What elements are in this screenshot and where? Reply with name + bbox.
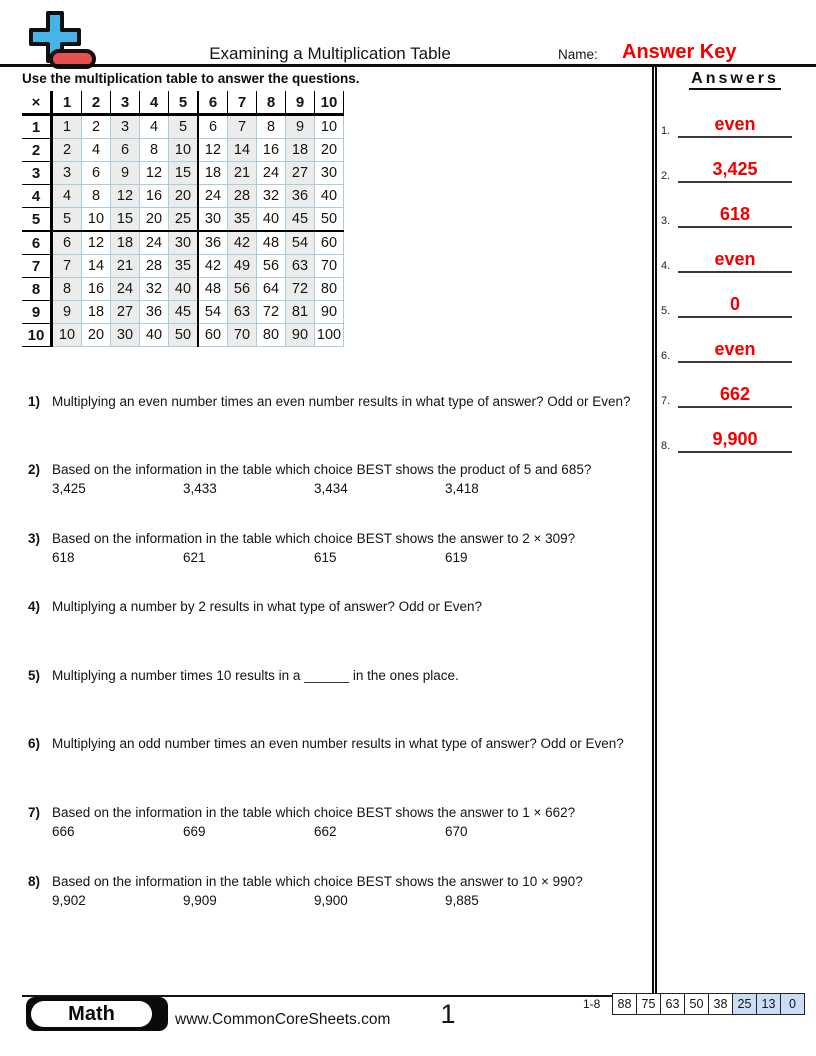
question-number: 8) [28,874,41,889]
product-cell: 72 [257,301,286,324]
answer-choice: 662 [314,824,337,840]
col-header-cell: 8 [257,91,286,115]
product-cell: 21 [228,162,257,185]
score-cell: 38 [708,993,733,1015]
product-cell: 20 [169,185,199,208]
product-cell: 6 [52,231,82,255]
row-header-cell: 5 [22,208,52,232]
score-cell: 0 [780,993,805,1015]
product-cell: 20 [82,324,111,347]
question-block [0,734,656,753]
product-cell: 28 [140,255,169,278]
table-row [22,301,344,324]
product-cell: 24 [257,162,286,185]
col-header-cell: 2 [82,91,111,115]
product-cell: 12 [111,185,140,208]
col-header-cell: 6 [198,91,228,115]
answer-choice: 3,418 [445,481,479,497]
product-cell: 10 [315,115,344,139]
answer-value: 618 [678,202,792,228]
product-cell: 6 [82,162,111,185]
product-cell: 100 [315,324,344,347]
product-cell: 60 [198,324,228,347]
question-block [0,460,656,498]
col-header-cell: 3 [111,91,140,115]
product-cell: 45 [286,208,315,232]
answer-choice: 618 [52,550,75,566]
answer-choice: 669 [183,824,206,840]
row-header-cell: 2 [22,139,52,162]
product-cell: 8 [257,115,286,139]
answer-number: 8. [661,440,671,452]
answers-title-text: Answers [689,70,781,90]
answer-value: 662 [678,382,792,408]
product-cell: 6 [198,115,228,139]
product-cell: 42 [228,231,257,255]
answer-item [656,201,804,228]
product-cell: 4 [52,185,82,208]
product-cell: 7 [52,255,82,278]
product-cell: 10 [52,324,82,347]
answer-choice: 670 [445,824,468,840]
score-cell: 63 [660,993,685,1015]
question-text: Based on the information in the table which choice BEST shows the answer to 2 × 309? [52,531,576,546]
answer-item [656,336,804,363]
answer-value: 0 [678,292,792,318]
subject-badge [26,997,168,1031]
answer-item [656,156,804,183]
answer-number: 2. [661,170,671,182]
product-cell: 6 [111,139,140,162]
answer-number: 4. [661,260,671,272]
score-cell: 88 [612,993,637,1015]
product-cell: 4 [140,115,169,139]
product-cell: 8 [140,139,169,162]
product-cell: 30 [198,208,228,232]
product-cell: 64 [257,278,286,301]
answer-choice: 9,900 [314,893,348,909]
product-cell: 16 [257,139,286,162]
question-text: Multiplying a number by 2 results in what type of answer? Odd or Even? [52,599,482,614]
answer-number: 6. [661,350,671,362]
table-header-row [22,91,344,115]
question-number: 5) [28,668,41,683]
product-cell: 2 [82,115,111,139]
name-label: Name: [558,47,598,62]
row-header-cell: 6 [22,231,52,255]
product-cell: 42 [198,255,228,278]
product-cell: 54 [286,231,315,255]
question-text: Based on the information in the table which choice BEST shows the product of 5 and 685? [52,462,592,477]
product-cell: 3 [52,162,82,185]
product-cell: 10 [169,139,199,162]
table-row [22,139,344,162]
product-cell: 40 [315,185,344,208]
product-cell: 90 [315,301,344,324]
product-cell: 4 [82,139,111,162]
product-cell: 30 [315,162,344,185]
product-cell: 81 [286,301,315,324]
product-cell: 27 [286,162,315,185]
product-cell: 14 [82,255,111,278]
question-block [0,392,656,411]
answer-item [656,291,804,318]
product-cell: 12 [82,231,111,255]
product-cell: 48 [257,231,286,255]
product-cell: 24 [140,231,169,255]
product-cell: 2 [52,139,82,162]
table-row [22,324,344,347]
product-cell: 80 [257,324,286,347]
answer-choice: 9,902 [52,893,86,909]
answer-choice: 619 [445,550,468,566]
answer-item [656,381,804,408]
question-text: Based on the information in the table which choice BEST shows the answer to 10 × 990? [52,874,583,889]
product-cell: 30 [169,231,199,255]
instruction-text: Use the multiplication table to answer the questions. [22,71,360,86]
answer-value: even [678,112,792,138]
table-row [22,208,344,232]
product-cell: 54 [198,301,228,324]
answer-choices [52,479,656,498]
product-cell: 9 [111,162,140,185]
product-cell: 40 [257,208,286,232]
subject-label: Math [31,1001,152,1027]
answer-choice: 3,425 [52,481,86,497]
score-cell: 75 [636,993,661,1015]
table-row [22,115,344,139]
product-cell: 12 [198,139,228,162]
col-header-cell: 7 [228,91,257,115]
col-header-cell: 1 [52,91,82,115]
answer-value: 3,425 [678,157,792,183]
answer-key-label: Answer Key [622,41,737,63]
answer-choices [52,822,656,841]
product-cell: 70 [228,324,257,347]
product-cell: 16 [140,185,169,208]
col-header-cell: 5 [169,91,199,115]
product-cell: 7 [228,115,257,139]
col-header-cell: 9 [286,91,315,115]
answer-choice: 9,909 [183,893,217,909]
product-cell: 1 [52,115,82,139]
question-text: Multiplying an even number times an even number results in what type of answer? Odd or Even? [52,394,631,409]
product-cell: 36 [286,185,315,208]
answer-number: 7. [661,395,671,407]
product-cell: 72 [286,278,315,301]
answer-choice: 3,434 [314,481,348,497]
question-number: 2) [28,462,41,477]
answer-item [656,246,804,273]
question-number: 1) [28,394,41,409]
answer-value: even [678,337,792,363]
product-cell: 20 [315,139,344,162]
product-cell: 8 [52,278,82,301]
question-text: Multiplying an odd number times an even number results in what type of answer? Odd or Even? [52,736,624,751]
question-block [0,803,656,841]
answer-number: 3. [661,215,671,227]
table-corner-cell: × [22,91,52,115]
product-cell: 18 [111,231,140,255]
product-cell: 60 [315,231,344,255]
product-cell: 32 [140,278,169,301]
product-cell: 25 [169,208,199,232]
multiplication-table [22,91,344,347]
product-cell: 20 [140,208,169,232]
product-cell: 50 [315,208,344,232]
product-cell: 56 [257,255,286,278]
website-url: www.CommonCoreSheets.com [175,1011,391,1028]
product-cell: 45 [169,301,199,324]
product-cell: 16 [82,278,111,301]
product-cell: 9 [286,115,315,139]
product-cell: 35 [228,208,257,232]
col-header-cell: 10 [315,91,344,115]
answer-item [656,426,804,453]
product-cell: 5 [169,115,199,139]
table-row [22,255,344,278]
answer-choice: 666 [52,824,75,840]
product-cell: 63 [286,255,315,278]
product-cell: 3 [111,115,140,139]
question-block [0,666,656,685]
question-text: Based on the information in the table which choice BEST shows the answer to 1 × 662? [52,805,576,820]
product-cell: 80 [315,278,344,301]
question-block [0,872,656,910]
page-number: 1 [440,999,456,1029]
question-block [0,529,656,567]
score-range-label: 1-8 [583,997,601,1011]
product-cell: 18 [286,139,315,162]
product-cell: 27 [111,301,140,324]
product-cell: 21 [111,255,140,278]
question-number: 7) [28,805,41,820]
row-header-cell: 1 [22,115,52,139]
answer-choices [52,891,656,910]
product-cell: 48 [198,278,228,301]
worksheet-title: Examining a Multiplication Table [209,44,451,63]
answer-number: 5. [661,305,671,317]
score-table [613,993,805,1015]
product-cell: 9 [52,301,82,324]
question-text: Multiplying a number times 10 results in a ______ in the ones place. [52,668,459,683]
product-cell: 36 [198,231,228,255]
product-cell: 14 [228,139,257,162]
product-cell: 30 [111,324,140,347]
product-cell: 50 [169,324,199,347]
score-cell: 50 [684,993,709,1015]
product-cell: 24 [198,185,228,208]
product-cell: 10 [82,208,111,232]
table-row [22,185,344,208]
product-cell: 18 [198,162,228,185]
plus-minus-logo-icon [24,10,98,70]
product-cell: 40 [169,278,199,301]
header-divider-line [0,64,816,67]
product-cell: 24 [111,278,140,301]
table-row [22,231,344,255]
product-cell: 40 [140,324,169,347]
answer-choice: 9,885 [445,893,479,909]
table-row [22,162,344,185]
score-cell: 25 [732,993,757,1015]
table-row [22,278,344,301]
product-cell: 49 [228,255,257,278]
answer-choices [52,548,656,567]
row-header-cell: 10 [22,324,52,347]
product-cell: 15 [111,208,140,232]
row-header-cell: 3 [22,162,52,185]
question-number: 6) [28,736,41,751]
question-block [0,597,656,616]
score-cell: 13 [756,993,781,1015]
row-header-cell: 7 [22,255,52,278]
product-cell: 90 [286,324,315,347]
row-header-cell: 9 [22,301,52,324]
product-cell: 63 [228,301,257,324]
product-cell: 70 [315,255,344,278]
product-cell: 5 [52,208,82,232]
answer-choice: 3,433 [183,481,217,497]
col-header-cell: 4 [140,91,169,115]
answer-item [656,111,804,138]
product-cell: 36 [140,301,169,324]
product-cell: 8 [82,185,111,208]
answers-panel-title [660,70,810,88]
product-cell: 12 [140,162,169,185]
answer-choice: 621 [183,550,206,566]
product-cell: 56 [228,278,257,301]
question-number: 4) [28,599,41,614]
answer-choice: 615 [314,550,337,566]
product-cell: 28 [228,185,257,208]
product-cell: 18 [82,301,111,324]
product-cell: 15 [169,162,199,185]
row-header-cell: 4 [22,185,52,208]
answer-number: 1. [661,125,671,137]
row-header-cell: 8 [22,278,52,301]
answer-value: 9,900 [678,427,792,453]
product-cell: 35 [169,255,199,278]
product-cell: 32 [257,185,286,208]
question-number: 3) [28,531,41,546]
answer-value: even [678,247,792,273]
